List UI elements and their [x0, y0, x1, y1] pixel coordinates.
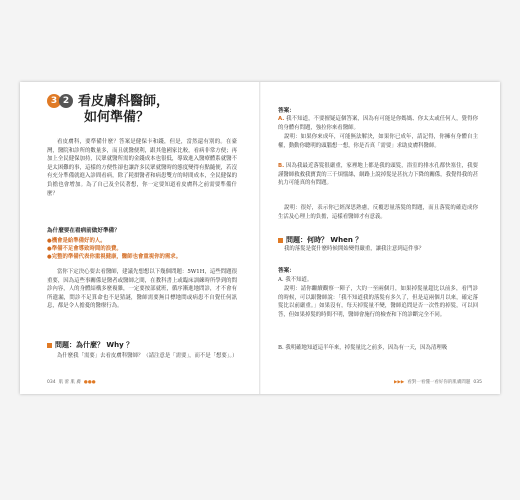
title-line-2: 如何準備？ — [84, 110, 150, 125]
page-number: 034 — [47, 379, 56, 385]
section-badge — [47, 94, 73, 108]
intro-paragraph: 看皮膚科，要準備什麼？答案是健保卡和錢，但是，當然還有別的。在臺灣，醫院和診所的數量多，而且就醫便利，跟其他國家比較，看病非常方便；再加上全民健保加持，民眾就醫所需的金錢成本也很低，導致進入醫療體系就醫不是太困難的事，這樣的方便性卻也讓許多民眾就醫時的態度變得有點隨便，若沒有充分準備就進入診間看病，除了耗損醫者和病患雙方的時間成本，全民健保的負擔也會增加。為了自己及全民著想，你一定要知道看皮膚科之前需要準備什麼？ — [47, 139, 237, 197]
folio-title: 看對一看懂一看好你的肌膚問題 — [407, 380, 471, 385]
badge-number-1: 3 — [47, 94, 61, 108]
why-question-text: 為什麼我「需要」去看皮膚科醫師？（請注意是「需要」，而不是「想要」。） — [57, 353, 238, 359]
right-folio — [394, 379, 482, 385]
why-prepare-list — [47, 237, 181, 261]
list-item: ●機會是給準備好的人。 — [47, 238, 106, 244]
when-question-text: 我的落髮是從什麼時候開始變得嚴重，讓我注意到這件事？ — [284, 246, 425, 252]
chapter-heading — [47, 94, 169, 126]
answer-label-2: 答案： — [278, 268, 295, 274]
page-number: 035 — [473, 379, 482, 385]
right-page — [260, 82, 500, 394]
answer-a2-explanation: 說明：請你繼續觀察一陣子，大約一至兩個月，如果掉髮量超比以前多，看門診的時候，可以跟醫師說：「我不知道我的落髮有多久了，但是這兩個月以來，確定落髮比以前嚴重。」如果沒有，每天掉髮量不變，醫師追問是否一次性的掉髮，可以回答，但如果掉髮的時間不明，醫師會施行的檢查和下的診斷完全不同。 — [278, 286, 478, 318]
section-why-heading: 問題：為什麼？ Why ？ — [47, 340, 133, 350]
answer-b2: B. 我明確地知道這半年來，掉髮量比之前多，因為有一天，因為清理吸 — [278, 345, 448, 351]
folio-title: 肌 蕾 肌 膚 — [58, 380, 81, 385]
why-prepare-heading: 為什麼要在看病前做好準備？ — [47, 228, 120, 234]
answer-a: A. 我不知道，不要擅疑這個答案，因為有可能是你媽媽、你太太或任何人，覺得你的身體有問題，強拉你來看醫師。 — [278, 116, 478, 131]
left-page — [20, 82, 260, 394]
page-title — [78, 94, 169, 126]
badge-number-2: 2 — [59, 94, 73, 108]
list-item: ●完整的準備代表你重視健康，醫師也會重視你的需求。 — [47, 254, 182, 260]
answer-a2: A. 我不知道。 — [278, 277, 313, 283]
answer-a-explanation: 說明：如果你來成年，可能無法解決，如果你已成年，請記得，你擁有身體自主權，動動你聰明的頭腦想一想，你是否真「需要」求助皮膚科醫師。 — [278, 134, 478, 149]
answer-b: B. 因為我最近落髮很嚴重，家裡地上都是我的頭髮，浴室的排水孔都快塞住，我要謹醫師救救我寶貴的三千煩惱絲，網路上說掉髮是甚抗力下降的關係，我覺得我的甚抗力可能真的有問題。 — [278, 163, 478, 187]
book-spread — [20, 82, 500, 394]
answer-label: 答案： — [278, 108, 295, 114]
method-paragraph: 當你下定決心要去看醫師，建議先想想以下幾個問題：5W1H，這些問題很重要，因為這些事關係是醫者或醫師之間，在教科書上或臨床訓練時所學到的問診內容，人的身體結構多麼複雜，一定要按部就班，循序漸進地問診，才不會有所遺漏，問診不足算命也不是猜謎，醫師需要無目標地問或病患不自覺任何訊息，都是令人擔憂的醫療行為。 — [47, 269, 237, 310]
folio-arrows: ▶▶▶ — [394, 379, 405, 385]
square-bullet-icon — [47, 343, 52, 348]
left-folio — [47, 379, 96, 385]
folio-dots: ●●● — [83, 379, 96, 385]
square-bullet-icon — [278, 238, 283, 243]
list-item: ●準備不足會導致時間的浪費。 — [47, 246, 122, 252]
section-when-heading: 問題：何時？ When ？ — [278, 235, 362, 245]
answer-b-explanation: 說明：很好，表示你已經深思熟慮，反覆思量落髮的問題，而且落髮的確造成你生活及心理上的負擔，這樣看醫師才有意義。 — [278, 205, 478, 220]
title-line-1: 看皮膚科醫師， — [78, 94, 170, 109]
